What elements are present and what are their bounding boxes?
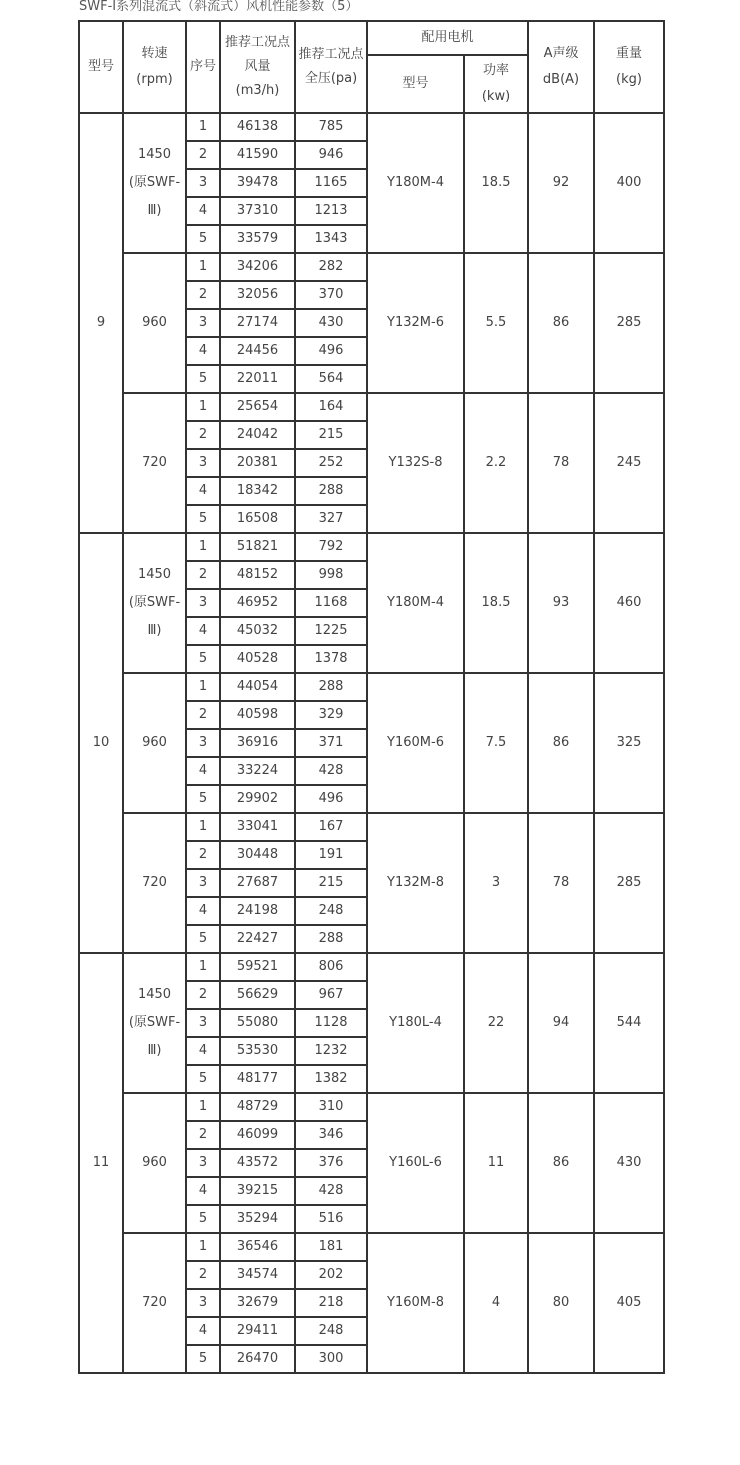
seq-cell: 2 [186, 561, 220, 589]
table-row [79, 1093, 664, 1121]
header-row [79, 21, 664, 55]
power-cell: 2.2 [464, 393, 528, 533]
table-row [79, 673, 664, 701]
speed-line: 1450 [137, 147, 172, 162]
weight-cell: 325 [594, 673, 664, 813]
flow-cell: 44054 [220, 673, 295, 701]
model-cell: 11 [79, 953, 123, 1373]
flow-cell: 34574 [220, 1261, 295, 1289]
seq-cell: 4 [186, 897, 220, 925]
page-title: SWF-I系列混流式（斜流式）风机性能参数（5） [79, 0, 359, 14]
pressure-cell: 806 [295, 953, 367, 981]
header-noise-line-1: A声级 [543, 46, 579, 61]
seq-cell: 3 [186, 449, 220, 477]
seq-cell: 2 [186, 281, 220, 309]
pressure-cell: 376 [295, 1149, 367, 1177]
pressure-cell: 946 [295, 141, 367, 169]
pressure-cell: 252 [295, 449, 367, 477]
noise-cell: 78 [528, 393, 594, 533]
pressure-cell: 248 [295, 1317, 367, 1345]
weight-cell: 544 [594, 953, 664, 1093]
power-cell: 5.5 [464, 253, 528, 393]
flow-cell: 18342 [220, 477, 295, 505]
seq-cell: 5 [186, 1345, 220, 1373]
flow-cell: 46952 [220, 589, 295, 617]
noise-cell: 80 [528, 1233, 594, 1373]
flow-cell: 40598 [220, 701, 295, 729]
noise-cell: 93 [528, 533, 594, 673]
pressure-cell: 1232 [295, 1037, 367, 1065]
motor-model-cell: Y132M-8 [367, 813, 464, 953]
weight-cell: 405 [594, 1233, 664, 1373]
speed-line: 720 [142, 875, 167, 890]
model-cell: 10 [79, 533, 123, 953]
noise-cell: 94 [528, 953, 594, 1093]
flow-cell: 56629 [220, 981, 295, 1009]
flow-cell: 30448 [220, 841, 295, 869]
pressure-cell: 310 [295, 1093, 367, 1121]
pressure-cell: 1165 [295, 169, 367, 197]
header-flow-line-3: (m3/h) [235, 83, 280, 98]
table-row [79, 393, 664, 421]
noise-cell: 92 [528, 113, 594, 253]
pressure-cell: 1382 [295, 1065, 367, 1093]
speed-line: 960 [142, 735, 167, 750]
motor-model-cell: Y132S-8 [367, 393, 464, 533]
seq-cell: 3 [186, 1009, 220, 1037]
flow-cell: 48152 [220, 561, 295, 589]
pressure-cell: 215 [295, 869, 367, 897]
pressure-cell: 1378 [295, 645, 367, 673]
motor-model-cell: Y180M-4 [367, 113, 464, 253]
flow-cell: 22427 [220, 925, 295, 953]
flow-cell: 24456 [220, 337, 295, 365]
motor-model-cell: Y180L-4 [367, 953, 464, 1093]
seq-cell: 3 [186, 589, 220, 617]
flow-cell: 24042 [220, 421, 295, 449]
table-row [79, 1233, 664, 1261]
power-cell: 18.5 [464, 533, 528, 673]
flow-cell: 20381 [220, 449, 295, 477]
seq-cell: 5 [186, 1065, 220, 1093]
flow-cell: 32679 [220, 1289, 295, 1317]
pressure-cell: 288 [295, 925, 367, 953]
noise-cell: 86 [528, 673, 594, 813]
flow-cell: 33224 [220, 757, 295, 785]
seq-cell: 1 [186, 393, 220, 421]
motor-model-cell: Y160L-6 [367, 1093, 464, 1233]
header-pressure-line-2: 全压(pa) [304, 71, 358, 86]
pressure-cell: 282 [295, 253, 367, 281]
speed-cell [123, 1093, 186, 1233]
header-model: 型号 [79, 21, 123, 113]
speed-cell [123, 673, 186, 813]
flow-cell: 27174 [220, 309, 295, 337]
weight-cell: 245 [594, 393, 664, 533]
noise-cell: 86 [528, 1093, 594, 1233]
seq-cell: 3 [186, 729, 220, 757]
seq-cell: 5 [186, 785, 220, 813]
seq-cell: 1 [186, 953, 220, 981]
pressure-cell: 191 [295, 841, 367, 869]
seq-cell: 1 [186, 1233, 220, 1261]
pressure-cell: 288 [295, 673, 367, 701]
seq-cell: 1 [186, 1093, 220, 1121]
speed-line: 1450 [137, 987, 172, 1002]
seq-cell: 1 [186, 253, 220, 281]
flow-cell: 36916 [220, 729, 295, 757]
seq-cell: 3 [186, 1149, 220, 1177]
flow-cell: 16508 [220, 505, 295, 533]
flow-cell: 51821 [220, 533, 295, 561]
pressure-cell: 1343 [295, 225, 367, 253]
speed-cell [123, 953, 186, 1093]
pressure-cell: 967 [295, 981, 367, 1009]
flow-cell: 27687 [220, 869, 295, 897]
pressure-cell: 1213 [295, 197, 367, 225]
seq-cell: 2 [186, 981, 220, 1009]
pressure-cell: 288 [295, 477, 367, 505]
power-cell: 7.5 [464, 673, 528, 813]
header-flow-line-1: 推荐工况点 [224, 35, 290, 50]
speed-line: 960 [142, 315, 167, 330]
seq-cell: 4 [186, 197, 220, 225]
weight-cell: 400 [594, 113, 664, 253]
seq-cell: 2 [186, 1261, 220, 1289]
flow-cell: 36546 [220, 1233, 295, 1261]
power-cell: 18.5 [464, 113, 528, 253]
seq-cell: 4 [186, 477, 220, 505]
header-seq: 序号 [186, 21, 220, 113]
seq-cell: 2 [186, 1121, 220, 1149]
seq-cell: 1 [186, 113, 220, 141]
pressure-cell: 516 [295, 1205, 367, 1233]
header-weight-line-2: (kg) [616, 72, 642, 87]
power-cell: 3 [464, 813, 528, 953]
seq-cell: 4 [186, 1037, 220, 1065]
flow-cell: 37310 [220, 197, 295, 225]
pressure-cell: 998 [295, 561, 367, 589]
pressure-cell: 785 [295, 113, 367, 141]
speed-line: 720 [142, 455, 167, 470]
flow-cell: 29411 [220, 1317, 295, 1345]
model-cell: 9 [79, 113, 123, 533]
flow-cell: 29902 [220, 785, 295, 813]
seq-cell: 3 [186, 1289, 220, 1317]
table-row [79, 953, 664, 981]
header-power [464, 55, 528, 113]
seq-cell: 5 [186, 645, 220, 673]
seq-cell: 1 [186, 533, 220, 561]
flow-cell: 46099 [220, 1121, 295, 1149]
speed-cell [123, 533, 186, 673]
pressure-cell: 428 [295, 757, 367, 785]
pressure-cell: 371 [295, 729, 367, 757]
weight-cell: 430 [594, 1093, 664, 1233]
seq-cell: 5 [186, 225, 220, 253]
pressure-cell: 430 [295, 309, 367, 337]
motor-model-cell: Y180M-4 [367, 533, 464, 673]
flow-cell: 39478 [220, 169, 295, 197]
flow-cell: 59521 [220, 953, 295, 981]
fan-performance-table [78, 20, 665, 1374]
header-noise [528, 21, 594, 113]
header-power-line-1: 功率 [483, 63, 510, 78]
header-pressure-line-1: 推荐工况点 [298, 47, 364, 62]
pressure-cell: 215 [295, 421, 367, 449]
noise-cell: 86 [528, 253, 594, 393]
seq-cell: 4 [186, 757, 220, 785]
pressure-cell: 248 [295, 897, 367, 925]
flow-cell: 34206 [220, 253, 295, 281]
pressure-cell: 346 [295, 1121, 367, 1149]
speed-cell [123, 113, 186, 253]
pressure-cell: 496 [295, 785, 367, 813]
speed-line: Ⅲ) [147, 1043, 162, 1058]
flow-cell: 40528 [220, 645, 295, 673]
flow-cell: 25654 [220, 393, 295, 421]
table-row [79, 533, 664, 561]
motor-model-cell: Y160M-6 [367, 673, 464, 813]
pressure-cell: 564 [295, 365, 367, 393]
seq-cell: 5 [186, 925, 220, 953]
speed-cell [123, 1233, 186, 1373]
pressure-cell: 164 [295, 393, 367, 421]
header-speed [123, 21, 186, 113]
seq-cell: 2 [186, 421, 220, 449]
header-speed-line-1: 转速 [141, 46, 168, 61]
flow-cell: 45032 [220, 617, 295, 645]
pressure-cell: 428 [295, 1177, 367, 1205]
header-weight [594, 21, 664, 113]
speed-line: 720 [142, 1295, 167, 1310]
pressure-cell: 218 [295, 1289, 367, 1317]
speed-cell [123, 813, 186, 953]
weight-cell: 460 [594, 533, 664, 673]
seq-cell: 2 [186, 701, 220, 729]
header-noise-line-2: dB(A) [542, 72, 580, 87]
table-row [79, 113, 664, 141]
power-cell: 22 [464, 953, 528, 1093]
table-body [79, 21, 664, 1373]
pressure-cell: 792 [295, 533, 367, 561]
header-pressure [295, 21, 367, 113]
flow-cell: 39215 [220, 1177, 295, 1205]
seq-cell: 2 [186, 141, 220, 169]
seq-cell: 5 [186, 365, 220, 393]
header-flow-line-2: 风量 [244, 59, 271, 74]
flow-cell: 26470 [220, 1345, 295, 1373]
seq-cell: 3 [186, 309, 220, 337]
header-speed-line-2: (rpm) [136, 72, 173, 87]
header-flow [220, 21, 295, 113]
seq-cell: 3 [186, 869, 220, 897]
seq-cell: 2 [186, 841, 220, 869]
speed-cell [123, 393, 186, 533]
pressure-cell: 327 [295, 505, 367, 533]
flow-cell: 22011 [220, 365, 295, 393]
speed-line: 1450 [137, 567, 172, 582]
flow-cell: 35294 [220, 1205, 295, 1233]
flow-cell: 55080 [220, 1009, 295, 1037]
pressure-cell: 1225 [295, 617, 367, 645]
table-row [79, 813, 664, 841]
speed-line: Ⅲ) [147, 623, 162, 638]
noise-cell: 78 [528, 813, 594, 953]
power-cell: 4 [464, 1233, 528, 1373]
seq-cell: 5 [186, 505, 220, 533]
pressure-cell: 181 [295, 1233, 367, 1261]
flow-cell: 41590 [220, 141, 295, 169]
pressure-cell: 202 [295, 1261, 367, 1289]
flow-cell: 43572 [220, 1149, 295, 1177]
flow-cell: 48729 [220, 1093, 295, 1121]
flow-cell: 46138 [220, 113, 295, 141]
speed-line: Ⅲ) [147, 203, 162, 218]
seq-cell: 1 [186, 813, 220, 841]
flow-cell: 48177 [220, 1065, 295, 1093]
header-motor-group: 配用电机 [367, 21, 528, 55]
motor-model-cell: Y132M-6 [367, 253, 464, 393]
seq-cell: 4 [186, 1317, 220, 1345]
seq-cell: 4 [186, 1177, 220, 1205]
speed-line: (原SWF- [128, 1015, 181, 1030]
motor-model-cell: Y160M-8 [367, 1233, 464, 1373]
flow-cell: 24198 [220, 897, 295, 925]
speed-line: (原SWF- [128, 595, 181, 610]
flow-cell: 53530 [220, 1037, 295, 1065]
seq-cell: 3 [186, 169, 220, 197]
pressure-cell: 370 [295, 281, 367, 309]
seq-cell: 4 [186, 337, 220, 365]
speed-line: 960 [142, 1155, 167, 1170]
seq-cell: 5 [186, 1205, 220, 1233]
pressure-cell: 1128 [295, 1009, 367, 1037]
power-cell: 11 [464, 1093, 528, 1233]
flow-cell: 32056 [220, 281, 295, 309]
flow-cell: 33041 [220, 813, 295, 841]
header-weight-line-1: 重量 [616, 46, 643, 61]
speed-cell [123, 253, 186, 393]
pressure-cell: 167 [295, 813, 367, 841]
pressure-cell: 496 [295, 337, 367, 365]
pressure-cell: 300 [295, 1345, 367, 1373]
weight-cell: 285 [594, 813, 664, 953]
header-power-line-2: (kw) [481, 89, 511, 104]
flow-cell: 33579 [220, 225, 295, 253]
header-motor-model: 型号 [367, 55, 464, 113]
pressure-cell: 329 [295, 701, 367, 729]
speed-line: (原SWF- [128, 175, 181, 190]
seq-cell: 4 [186, 617, 220, 645]
seq-cell: 1 [186, 673, 220, 701]
weight-cell: 285 [594, 253, 664, 393]
table-row [79, 253, 664, 281]
pressure-cell: 1168 [295, 589, 367, 617]
